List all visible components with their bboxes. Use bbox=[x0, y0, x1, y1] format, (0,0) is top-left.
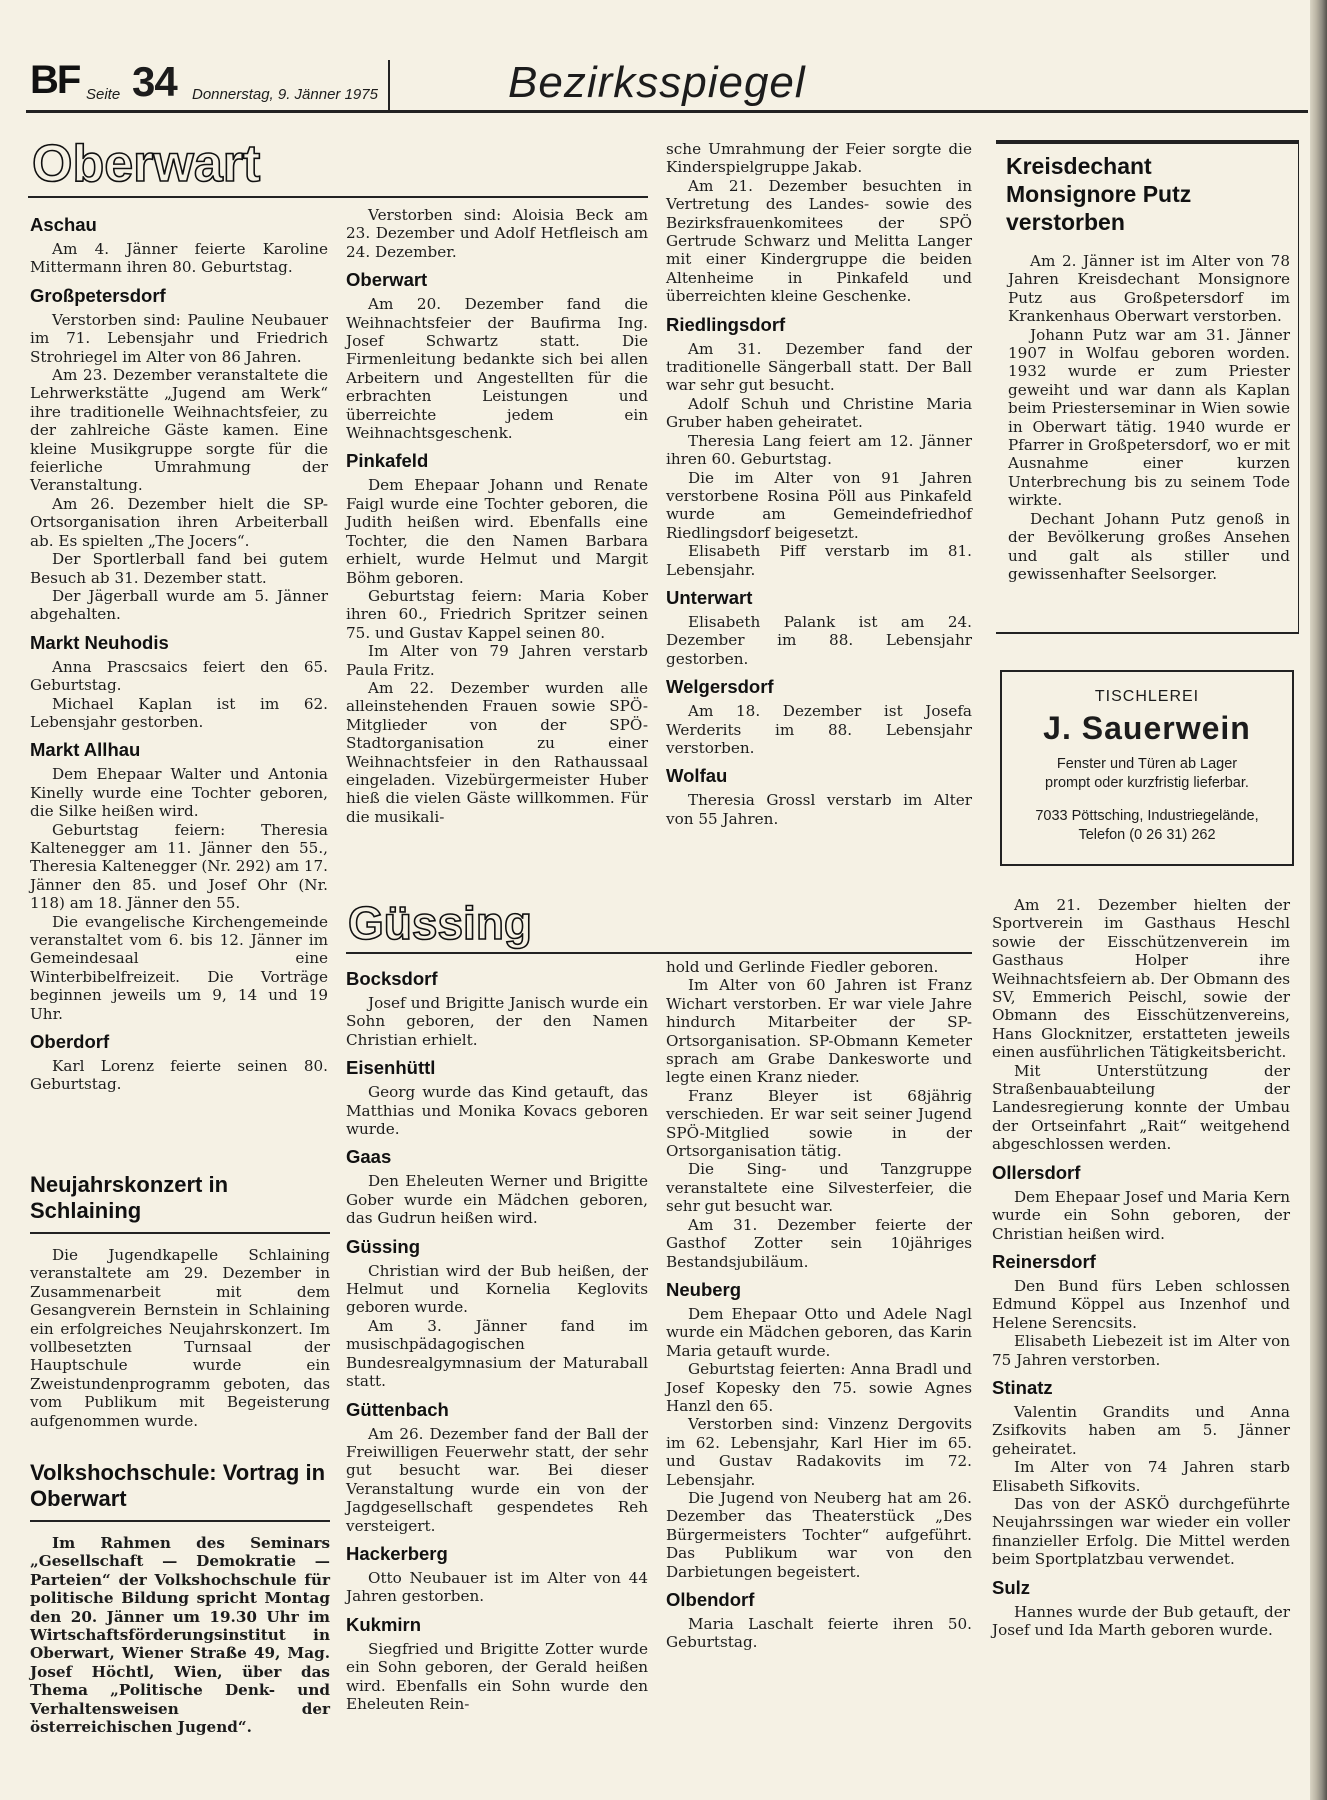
news-paragraph: Dem Ehepaar Otto und Adele Nagl wurde ein Mädchen geboren, das Karin Maria getauft wurde. bbox=[666, 1304, 972, 1360]
oberwart-column-2 bbox=[346, 206, 648, 826]
news-paragraph: Elisabeth Liebezeit ist im Alter von 75 Jahren verstorben. bbox=[992, 1332, 1290, 1369]
masthead-logo: BF bbox=[30, 58, 80, 102]
locality-heading: Oberwart bbox=[346, 269, 428, 291]
news-paragraph: Theresia Grossl verstarb im Alter von 55 Jahren. bbox=[666, 791, 972, 828]
locality-heading: Wolfau bbox=[666, 765, 728, 787]
ad-line: Fenster und Türen ab Lager bbox=[1056, 756, 1238, 772]
locality-heading: Güttenbach bbox=[346, 1398, 449, 1420]
news-paragraph: Am 3. Jänner fand im musischpädagogischen Bundesrealgymnasium der Maturaball statt. bbox=[346, 1316, 648, 1391]
kreisdechant-headline: Kreisdechant Monsignore Putz verstorben bbox=[1006, 153, 1192, 235]
news-paragraph: Geburtstag feiern: Theresia Kaltenegger am 11. Jänner den 55., Theresia Kaltenegger (Nr. 292) am 17. Jänner den 85. und Josef Ohr (Nr. 118) am 18. Jänner den 55. bbox=[30, 820, 328, 913]
news-paragraph: Am 21. Dezember besuchten in Vertretung des Landes- sowie des Bezirksfrauenkomitees der SPÖ Gertrude Schwarz und Melitta Langer mit einer Kindergruppe die beiden Altenheime in Pinkafeld und überreichten kleine Geschenke. bbox=[666, 176, 972, 306]
locality-heading: Welgersdorf bbox=[666, 676, 774, 698]
locality-heading: Olbendorf bbox=[666, 1589, 755, 1610]
news-paragraph: Das von der ASKÖ durchgeführte Neujahrssingen war wieder ein voller finanzieller Erfolg. Die Mittel werden beim Sportplatzbau verwendet. bbox=[992, 1494, 1290, 1569]
neujahrskonzert-headline: Neujahrskonzert in Schlaining bbox=[30, 1172, 330, 1234]
news-paragraph: Verstorben sind: Aloisia Beck am 23. Dezember und Adolf Hetfleisch am 24. Dezember. bbox=[346, 206, 648, 261]
kreisdechant-paragraph: Johann Putz war am 31. Jänner 1907 in Wolfau geboren worden. 1932 wurde er zum Priester geweiht und war dann als Kaplan beim Priesterseminar in Wien sowie in Oberwart tätig. 1940 wurde er Pfarrer in Großpetersdorf, wo er mit Ausnahme einer kurzen Unterbrechung bis zu seinem Tode wirkte. bbox=[1008, 325, 1290, 510]
guessing-column-2 bbox=[346, 960, 648, 1713]
locality-heading: Eisenhüttl bbox=[346, 1057, 436, 1079]
news-paragraph: Dem Ehepaar Walter und Antonia Kinelly wurde eine Tochter geboren, die Silke heißen wird. bbox=[30, 765, 328, 821]
locality-heading: Gaas bbox=[346, 1146, 392, 1168]
oberwart-rule bbox=[28, 196, 648, 198]
news-paragraph: Verstorben sind: Vinzenz Dergovits im 62. Lebensjahr, Karl Hier im 65. und Gustav Radakovits im 72. Lebensjahr. bbox=[666, 1415, 972, 1489]
news-paragraph: Im Alter von 74 Jahren starb Elisabeth Sifkovits. bbox=[992, 1458, 1290, 1495]
news-paragraph: Otto Neubauer ist im Alter von 44 Jahren gestorben. bbox=[346, 1568, 648, 1606]
news-paragraph: Den Bund fürs Leben schlossen Edmund Köppel aus Inzenhof und Helene Serencsits. bbox=[992, 1276, 1290, 1332]
news-paragraph: Am 18. Dezember ist Josefa Werderits im 88. Lebensjahr verstorben. bbox=[666, 702, 972, 757]
guessing-column-4 bbox=[992, 896, 1290, 1639]
locality-heading: Oberdorf bbox=[30, 1031, 110, 1053]
news-paragraph: Josef und Brigitte Janisch wurde ein Sohn geboren, der den Namen Christian erhielt. bbox=[346, 994, 648, 1049]
district-heading-guessing: Güssing bbox=[348, 897, 533, 949]
ad-company-name: J. Sauerwein bbox=[1043, 710, 1251, 746]
ad-kind: TISCHLEREI bbox=[1094, 688, 1200, 705]
neujahrskonzert-text: Die Jugendkapelle Schlaining veranstaltete am 29. Dezember in Zusammenarbeit mit dem Gesangverein Bernstein in Schlaining ein erfolgreiches Neujahrskonzert. Im vollbesetzten Turnsaal der Hauptschule wurde ein Zweistundenprogramm geboten, das vom Publikum mit Begeisterung aufgenommen wurde. bbox=[30, 1246, 330, 1430]
locality-heading: Markt Neuhodis bbox=[30, 631, 169, 653]
news-paragraph: Theresia Lang feiert am 12. Jänner ihren 60. Geburtstag. bbox=[666, 431, 972, 469]
news-paragraph: Geburtstag feierten: Anna Bradl und Josef Kopesky den 75. sowie Agnes Hanzl den 65. bbox=[666, 1360, 972, 1415]
news-paragraph: Michael Kaplan ist im 62. Lebensjahr gestorben. bbox=[30, 694, 328, 731]
news-paragraph: hold und Gerlinde Fiedler geboren. bbox=[666, 958, 939, 976]
news-paragraph: Franz Bleyer ist 68jährig verschieden. Er war seit seiner Jugend SPÖ-Mitglied sowie in der Ortsorganisation tätig. bbox=[666, 1086, 972, 1161]
news-paragraph: Am 26. Dezember hielt die SP-Ortsorganisation ihren Arbeiterball ab. Es spielten „The Jocers“. bbox=[30, 494, 328, 550]
news-paragraph: Dem Ehepaar Josef und Maria Kern wurde ein Sohn geboren, der Christian heißen wird. bbox=[992, 1187, 1290, 1243]
news-paragraph: Elisabeth Palank ist am 24. Dezember im 88. Lebensjahr gestorben. bbox=[666, 612, 972, 668]
news-paragraph: Im Alter von 79 Jahren verstarb Paula Fritz. bbox=[346, 642, 648, 679]
page-label: Seite bbox=[86, 86, 121, 103]
news-paragraph: Am 23. Dezember veranstaltete die Lehrwerkstätte „Jugend am Werk“ ihre traditionelle Weihnachtsfeier, zu der zahlreiche Gäste kamen. Eine kleine Musikgruppe sorgte für die feierliche Umrahmung der Veranstaltung. bbox=[30, 366, 328, 495]
locality-heading: Ollersdorf bbox=[992, 1161, 1081, 1183]
ad-phone: Telefon (0 26 31) 262 bbox=[1078, 827, 1216, 843]
news-paragraph: Der Sportlerball fand bei gutem Besuch ab 31. Dezember statt. bbox=[30, 550, 328, 587]
news-paragraph: Am 22. Dezember wurden alle alleinstehenden Frauen sowie SPÖ-Mitglieder von der SPÖ-Stadtorganisation zu einer Weihnachtsfeier in den Rathaussaal eingeladen. Vizebürgermeister Huber hieß die vielen Gäste willkommen. Für die musikali- bbox=[346, 678, 648, 826]
news-paragraph: Am 4. Jänner feierte Karoline Mittermann ihren 80. Geburtstag. bbox=[30, 240, 328, 277]
locality-heading: Stinatz bbox=[992, 1376, 1053, 1398]
guessing-column-3 bbox=[666, 958, 972, 1652]
locality-heading: Riedlingsdorf bbox=[666, 313, 786, 335]
news-paragraph: Hannes wurde der Bub getauft, der Josef und Ida Marth geboren wurde. bbox=[992, 1602, 1290, 1639]
news-paragraph: Georg wurde das Kind getauft, das Matthias und Monika Kovacs geboren wurde. bbox=[346, 1083, 648, 1139]
locality-heading: Reinersdorf bbox=[992, 1250, 1096, 1272]
page-edge bbox=[1310, 0, 1327, 1800]
neujahrskonzert-article bbox=[30, 1172, 330, 1430]
locality-heading: Bocksdorf bbox=[346, 968, 438, 989]
volkshochschule-article bbox=[30, 1460, 330, 1736]
news-paragraph: Die im Alter von 91 Jahren verstorbene Rosina Pöll aus Pinkafeld wurde am Gemeindefriedhof Riedlingsdorf beigesetzt. bbox=[666, 468, 972, 542]
news-paragraph: Adolf Schuh und Christine Maria Gruber haben geheiratet. bbox=[666, 394, 972, 432]
ad-line: prompt oder kurzfristig lieferbar. bbox=[1045, 775, 1249, 791]
locality-heading: Hackerberg bbox=[346, 1542, 448, 1564]
locality-heading: Neuberg bbox=[666, 1278, 742, 1300]
news-paragraph: Mit Unterstützung der Straßenbauabteilung der Landesregierung konnte der Umbau der Ortseinfahrt „Rait“ weitgehend abgeschlossen werden. bbox=[992, 1061, 1290, 1154]
locality-heading: Aschau bbox=[30, 214, 97, 235]
oberwart-column-3 bbox=[666, 140, 972, 828]
page-number: 34 bbox=[132, 58, 177, 105]
kreisdechant-paragraph: Am 2. Jänner ist im Alter von 78 Jahren Kreisdechant Monsignore Putz aus Großpetersdorf im Krankenhaus Oberwart verstorben. bbox=[1008, 252, 1290, 326]
news-paragraph: Am 31. Dezember fand der traditionelle Sängerball statt. Der Ball war sehr gut besucht. bbox=[666, 339, 972, 395]
locality-heading: Großpetersdorf bbox=[30, 284, 166, 306]
news-paragraph: Christian wird der Bub heißen, der Helmut und Kornelia Keglovits geboren wurde. bbox=[346, 1261, 648, 1317]
kreisdechant-article bbox=[996, 140, 1299, 634]
news-paragraph: Den Eheleuten Werner und Brigitte Gober wurde ein Mädchen geboren, das Gudrun heißen wird. bbox=[346, 1172, 648, 1228]
news-paragraph: Elisabeth Piff verstarb im 81. Lebensjahr. bbox=[666, 542, 972, 579]
news-paragraph: Maria Laschalt feierte ihren 50. Geburtstag. bbox=[666, 1615, 972, 1652]
masthead bbox=[26, 56, 1308, 113]
news-paragraph: Dem Ehepaar Johann und Renate Faigl wurde eine Tochter geboren, die Judith heißen wird. Ebenfalls eine Tochter, die den Namen Barbara erhielt, wurde Helmut und Margit Böhm geboren. bbox=[346, 476, 648, 587]
advertisement-sauerwein bbox=[1000, 670, 1294, 866]
ad-address: 7033 Pöttsching, Industriegelände, bbox=[1035, 808, 1259, 824]
news-paragraph: Am 20. Dezember fand die Weihnachtsfeier der Baufirma Ing. Josef Schwartz statt. Die Firmenleitung bedankte sich bei allen Arbeitern und Angestellten für die erbrachten Leistungen und überreichte jedem ein Weihnachtsgeschenk. bbox=[346, 295, 648, 443]
locality-heading: Güssing bbox=[346, 1235, 421, 1257]
locality-heading: Markt Allhau bbox=[30, 739, 141, 761]
news-paragraph: Die Jugend von Neuberg hat am 26. Dezember das Theaterstück „Des Bürgermeisters Tochter“ aufgeführt. Das Publikum war von den Darbietungen begeistert. bbox=[666, 1488, 972, 1581]
oberwart-column-1 bbox=[30, 206, 328, 1094]
news-paragraph: Der Jägerball wurde am 5. Jänner abgehalten. bbox=[30, 586, 328, 624]
guessing-rule bbox=[346, 952, 972, 954]
news-paragraph: Am 21. Dezember hielten der Sportverein im Gasthaus Heschl sowie der Eisschützenverein im Gasthaus Holper ihre Weihnachtsfeiern ab. Der Obmann des SV, Emmerich Peischl, sowie der Obmann des Eisschützenvereins, Hans Glocknitzer, erstatteten jeweils einen ausführlichen Tätigkeitsbericht. bbox=[992, 896, 1290, 1062]
news-paragraph: Karl Lorenz feierte seinen 80. Geburtstag. bbox=[30, 1057, 328, 1094]
locality-heading: Unterwart bbox=[666, 586, 753, 608]
news-paragraph: Im Alter von 60 Jahren ist Franz Wichart verstorben. Er war viele Jahre hindurch Mitarbeiter der SP-Ortsorganisation. SP-Obmann Kemeter sprach am Grabe Dankesworte und legte einen Kranz nieder. bbox=[666, 976, 972, 1087]
volkshochschule-headline: Volkshochschule: Vortrag in Oberwart bbox=[30, 1460, 330, 1522]
news-paragraph: Valentin Grandits und Anna Zsifkovits haben am 5. Jänner geheiratet. bbox=[992, 1402, 1290, 1458]
district-heading-oberwart: Oberwart bbox=[32, 135, 261, 193]
news-paragraph: Anna Prascsaics feiert den 65. Geburtstag. bbox=[30, 657, 328, 695]
kreisdechant-paragraph: Dechant Johann Putz genoß in der Bevölkerung großes Ansehen und galt als stiller und gewissenhafter Seelsorger. bbox=[1008, 509, 1290, 583]
news-paragraph: Am 26. Dezember fand der Ball der Freiwilligen Feuerwehr statt, der sehr gut besucht war. Bei dieser Veranstaltung wurde ein von der Jagdgesellschaft gespendetes Reh versteigert. bbox=[346, 1424, 648, 1535]
news-paragraph: Die evangelische Kirchengemeinde veranstaltet vom 6. bis 12. Jänner im Gemeindesaal eine Winterbibelfreizeit. Die Vorträge beginnen jeweils um 9, 14 und 19 Uhr. bbox=[30, 912, 328, 1023]
news-paragraph: sche Umrahmung der Feier sorgte die Kinderspielgruppe Jakab. bbox=[666, 140, 972, 177]
locality-heading: Pinkafeld bbox=[346, 450, 429, 472]
news-paragraph: Geburtstag feiern: Maria Kober ihren 60., Friedrich Spritzer seinen 75. und Gustav Kappel seinen 80. bbox=[346, 586, 648, 642]
locality-heading: Sulz bbox=[992, 1576, 1031, 1598]
news-paragraph: Am 31. Dezember feierte der Gasthof Zotter sein 10jähriges Bestandsjubiläum. bbox=[666, 1215, 972, 1271]
news-paragraph: Verstorben sind: Pauline Neubauer im 71. Lebensjahr und Friedrich Strohriegel im Alter von 86 Jahren. bbox=[30, 310, 328, 366]
locality-heading: Kukmirn bbox=[346, 1613, 422, 1635]
section-title: Bezirksspiegel bbox=[508, 58, 806, 107]
masthead-divider bbox=[388, 60, 390, 110]
news-paragraph: Die Sing- und Tanzgruppe veranstaltete eine Silvesterfeier, die sehr gut besucht war. bbox=[666, 1160, 972, 1216]
issue-date: Donnerstag, 9. Jänner 1975 bbox=[192, 86, 378, 103]
volkshochschule-text: Im Rahmen des Seminars „Gesellschaft — Demokratie — Parteien“ der Volkshochschule für politische Bildung spricht Montag den 20. Jänner um 19.30 Uhr im Wirtschaftsförderungsinstitut in Oberwart, Wiener Straße 49, Mag. Josef Höchtl, Wien, über das Thema „Politische Denk- und Verhaltensweisen der österreichischen Jugend“. bbox=[30, 1534, 330, 1737]
news-paragraph: Siegfried und Brigitte Zotter wurde ein Sohn geboren, der Gerald heißen wird. Ebenfalls ein Sohn wurde den Eheleuten Rein- bbox=[346, 1639, 648, 1713]
